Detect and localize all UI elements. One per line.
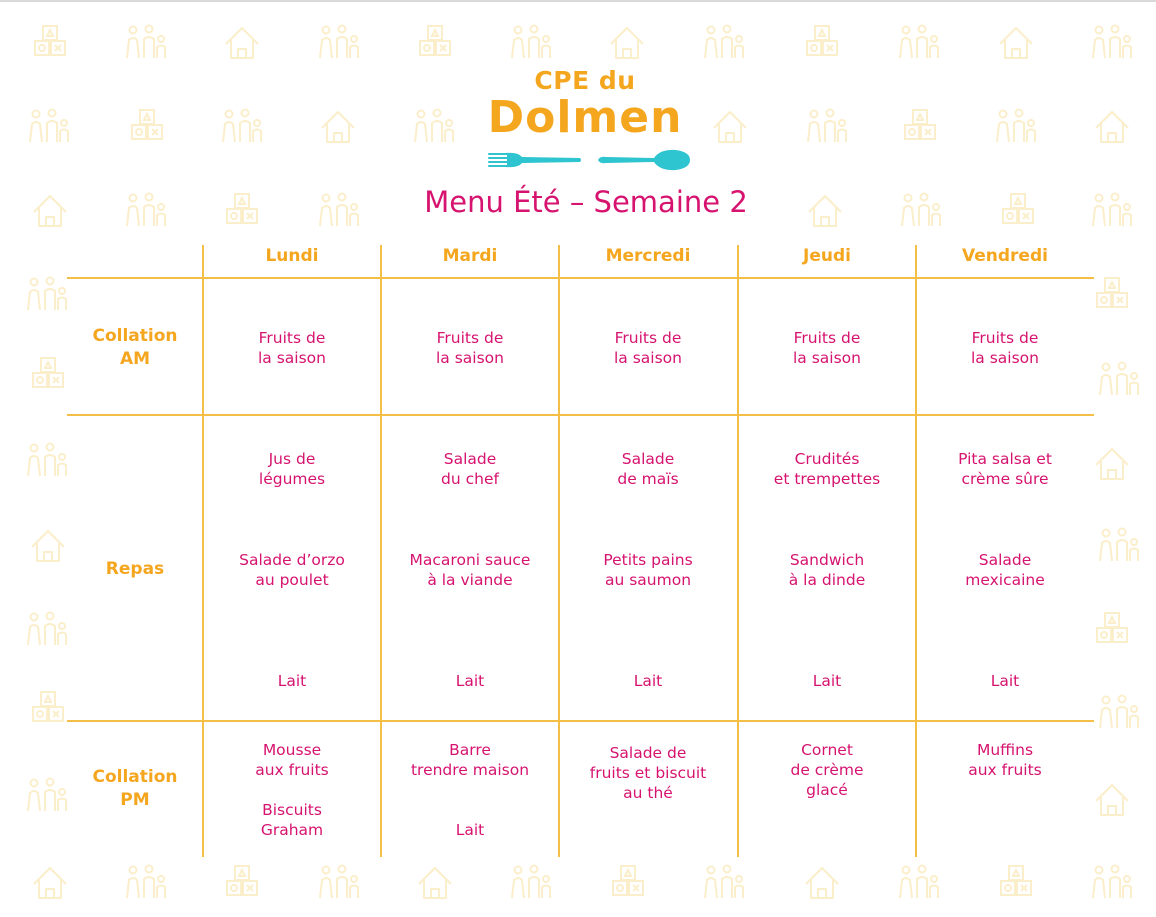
menu-cell-repas-plat-jeudi: [738, 550, 916, 590]
menu-item-line: et trempettes: [773, 470, 881, 488]
pattern-side-right: [1096, 278, 1138, 815]
day-header-vendredi: Vendredi: [962, 246, 1048, 266]
menu-item-line: Pita salsa et: [958, 450, 1052, 468]
menu-item-line: la saison: [436, 349, 504, 367]
menu-cell-collation-pm-mardi: [381, 740, 559, 780]
menu-item-line: au poulet: [255, 571, 329, 589]
logo-top-text: CPE du: [534, 66, 636, 95]
menu-item-line: Petits pains: [603, 551, 693, 569]
menu-item-line: mexicaine: [965, 571, 1045, 589]
menu-item-line: Fruits de: [258, 329, 326, 347]
menu-item-line: Salade de: [609, 744, 687, 762]
menu-item-line: au saumon: [604, 571, 692, 589]
menu-item-line: aux fruits: [255, 761, 329, 779]
menu-item-line: Salade d’orzo: [239, 551, 345, 569]
menu-item-line: du chef: [441, 470, 499, 488]
menu-item-line: Lait: [277, 672, 307, 690]
menu-cell-repas-boisson-jeudi: [738, 671, 916, 691]
grid-line-header: [67, 277, 1094, 279]
day-header-lundi: Lundi: [265, 246, 319, 266]
menu-cell-collation-am-mardi: [381, 328, 559, 368]
menu-cell-repas-entree-jeudi: [738, 449, 916, 489]
pattern-row-bottom: [34, 866, 1131, 899]
menu-item-line: Fruits de: [614, 329, 682, 347]
menu-item-line: Salade: [621, 450, 675, 468]
menu-item-line: fruits et biscuit: [589, 764, 707, 782]
menu-item-line: Crudités: [794, 450, 860, 468]
menu-item-line: Jus de: [268, 450, 316, 468]
menu-item-line: Lait: [455, 672, 485, 690]
menu-cell-repas-boisson-mardi: [381, 671, 559, 691]
menu-item-line: à la viande: [427, 571, 513, 589]
menu-cell-repas-entree-mardi: [381, 449, 559, 489]
menu-cell-collation-pm-vendredi: [916, 740, 1094, 780]
menu-item-line: Mousse: [262, 741, 322, 759]
menu-cell-collation-pm-jeudi: [738, 740, 916, 800]
menu-item-line: Cornet: [801, 741, 853, 759]
menu-item-line: aux fruits: [968, 761, 1042, 779]
menu-cell-repas-boisson-mercredi: [559, 671, 737, 691]
row-label-repas: Repas: [105, 559, 165, 579]
row-label-collation-pm: Collation PM: [92, 767, 178, 810]
menu-cell-collation-pm-mercredi: [559, 743, 737, 803]
menu-cell-collation-am-mercredi: [559, 328, 737, 368]
menu-cell-repas-entree-mercredi: [559, 449, 737, 489]
menu-cell-collation-am-vendredi: [916, 328, 1094, 368]
menu-item-line: Macaroni sauce: [409, 551, 531, 569]
pattern-row-1: [35, 26, 1131, 59]
menu-item-line: Lait: [990, 672, 1020, 690]
menu-item-line: Barre: [449, 741, 491, 759]
menu-cell-repas-plat-mardi: [381, 550, 559, 590]
menu-item-line: au thé: [623, 784, 673, 802]
day-header-jeudi: Jeudi: [803, 246, 851, 266]
grid-line-am: [67, 414, 1094, 416]
menu-item-line: Graham: [260, 821, 324, 839]
menu-cell-repas-plat-mercredi: [559, 550, 737, 590]
menu-item-line: à la dinde: [788, 571, 866, 589]
menu-item-line: Muffins: [976, 741, 1034, 759]
pattern-side-left: [28, 278, 66, 812]
menu-item-line: Sandwich: [789, 551, 865, 569]
menu-cell-repas-boisson-lundi: [203, 671, 381, 691]
menu-cell-collation-am-lundi: [203, 328, 381, 368]
menu-item-line: crème sûre: [961, 470, 1049, 488]
menu-cell-repas-boisson-vendredi: [916, 671, 1094, 691]
menu-cell-repas-plat-vendredi: [916, 550, 1094, 590]
grid-line-repas: [67, 720, 1094, 722]
menu-item-line: trendre maison: [410, 761, 530, 779]
menu-item-line: la saison: [614, 349, 682, 367]
fork-spoon-icon: [488, 148, 692, 174]
menu-cell-repas-plat-lundi: [203, 550, 381, 590]
menu-item-line: légumes: [258, 470, 326, 488]
menu-item-line: de maïs: [617, 470, 679, 488]
menu-title: Menu Été – Semaine 2: [424, 185, 748, 219]
menu-item-line: Lait: [812, 672, 842, 690]
menu-cell-collation-pm-extra-lundi: [203, 800, 381, 840]
menu-item-line: Biscuits: [262, 801, 322, 819]
day-header-mercredi: Mercredi: [605, 246, 691, 266]
menu-cell-collation-am-jeudi: [738, 328, 916, 368]
menu-item-line: Fruits de: [436, 329, 504, 347]
menu-item-line: Fruits de: [971, 329, 1039, 347]
menu-cell-collation-pm-extra-mardi: [381, 820, 559, 840]
menu-item-line: Salade: [443, 450, 497, 468]
day-header-mardi: Mardi: [442, 246, 498, 266]
menu-item-line: la saison: [793, 349, 861, 367]
menu-item-line: Salade: [978, 551, 1032, 569]
logo-main-text: Dolmen: [487, 92, 683, 143]
menu-cell-collation-pm-lundi: [203, 740, 381, 780]
menu-cell-repas-entree-lundi: [203, 449, 381, 489]
menu-item-line: la saison: [258, 349, 326, 367]
menu-item-line: Fruits de: [793, 329, 861, 347]
menu-item-line: de crème: [790, 761, 864, 779]
menu-item-line: Lait: [633, 672, 663, 690]
menu-item-line: la saison: [971, 349, 1039, 367]
menu-item-line: Lait: [455, 821, 485, 839]
menu-item-line: glacé: [806, 781, 848, 799]
row-label-collation-am: Collation AM: [92, 326, 178, 369]
menu-cell-repas-entree-vendredi: [916, 449, 1094, 489]
